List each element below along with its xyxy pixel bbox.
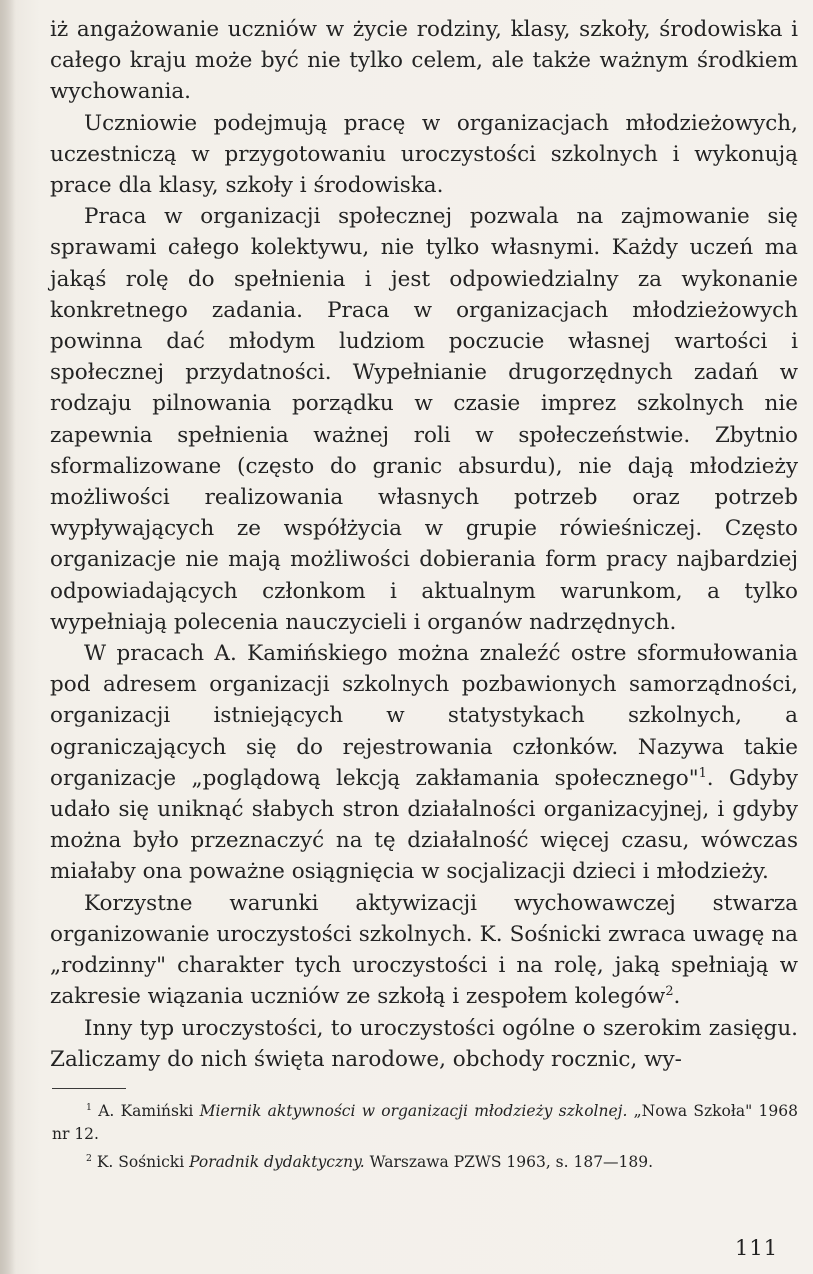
paragraph-1-text: iż angażowanie uczniów w życie rodziny, klasy, szkoły, środowiska i całego kraju może być nie tylko celem, ale także ważnym środkiem wychowania. [50, 17, 798, 105]
footnote-separator [52, 1088, 126, 1089]
paragraph-4-text-cont: . Gdyby udało się uniknąć słabych stron działalności organizacyjnej, i gdyby można było przeznaczyć na tę działalność więcej czasu, wówczas miałaby ona poważne osiągnięcia w socjalizacji dzieci i młodzieży. [50, 765, 798, 885]
footnote-2-author: K. Sośnicki [91, 1153, 190, 1171]
paragraph-5-text: Korzystne warunki aktywizacji wychowawczej stwarza organizowanie uroczystości szkolnych. K. Sośnicki zwraca uwagę na „rodzinny" charakter tych uroczystości i na rolę, jaką spełniają w zakresie wiązania uczniów ze szkołą i zespołem kolegów [50, 890, 798, 1010]
paragraph-5 [50, 888, 798, 1013]
page-number: 111 [735, 1236, 779, 1260]
footnote-1-author: A. Kamiński [91, 1102, 200, 1120]
paragraph-3 [50, 201, 798, 638]
body-text [50, 14, 798, 1075]
paragraph-6-text: Inny typ uroczystości, to uroczystości ogólne o szerokim zasięgu. Zaliczamy do nich święta narodowe, obchody rocznic, wy- [50, 1015, 798, 1072]
footnote-ref-1: 1 [698, 765, 707, 781]
footnote-2-marker: 2 [86, 1152, 92, 1164]
paragraph-2-text: Uczniowie podejmują pracę w organizacjach młodzieżowych, uczestniczą w przygotowaniu uroczystości szkolnych i wykonują prace dla klasy, szkoły i środowiska. [50, 110, 798, 199]
paragraph-3-text: Praca w organizacji społecznej pozwala na zajmowanie się sprawami całego kolektywu, nie tylko własnymi. Każdy uczeń ma jakąś rolę do spełnienia i jest odpowiedzialny za wykonanie konkretnego zadania. Praca w organizacjach młodzieżowych powinna dać młodym ludziom poczucie własnej wartości i społecznej przydatności. Wypełnianie drugorzędnych zadań w rodzaju pilnowania porządku w czasie imprez szkolnych nie zapewnia spełnienia ważnej roli w społeczeństwie. Zbytnio sformalizowane (często do granic absurdu), nie dają młodzieży możliwości realizowania własnych potrzeb oraz potrzeb wypływających ze współżycia w grupie rówieśniczej. Często organizacje nie mają możliwości dobierania form pracy najbardziej odpowiadających członkom i aktualnym warunkom, a tylko wypełniają polecenia nauczycieli i organów nadrzędnych. [50, 204, 798, 635]
footnote-1-title: Miernik aktywności w organizacji młodzieży szkolnej. [199, 1102, 628, 1120]
paragraph-1 [50, 14, 798, 108]
footnotes [52, 1100, 798, 1174]
footnote-ref-2: 2 [665, 984, 674, 1000]
paragraph-6 [50, 1013, 798, 1075]
footnote-2 [52, 1151, 798, 1174]
footnote-1-marker: 1 [86, 1101, 92, 1113]
paragraph-2 [50, 108, 798, 202]
binding-shadow [0, 0, 16, 1274]
footnote-2-title: Poradnik dydaktyczny. [189, 1153, 365, 1171]
paragraph-4-text: W pracach A. Kamińskiego można znaleźć ostre sformułowania pod adresem organizacji szkolnych pozbawionych samorządności, organizacji istniejących w statystykach szkolnych, a ograniczających się do rejestrowania członków. Nazywa takie organizacje „poglądową lekcją zakłamania społecznego" [50, 641, 798, 791]
paragraph-5-text-cont: . [673, 984, 681, 1010]
footnote-1-source: „Nowa Szkoła" 1968 nr 12. [52, 1102, 798, 1143]
footnote-1 [52, 1100, 798, 1146]
paragraph-4 [50, 638, 798, 888]
footnote-2-source: Warszawa PZWS 1963, s. 187—189. [364, 1153, 654, 1171]
